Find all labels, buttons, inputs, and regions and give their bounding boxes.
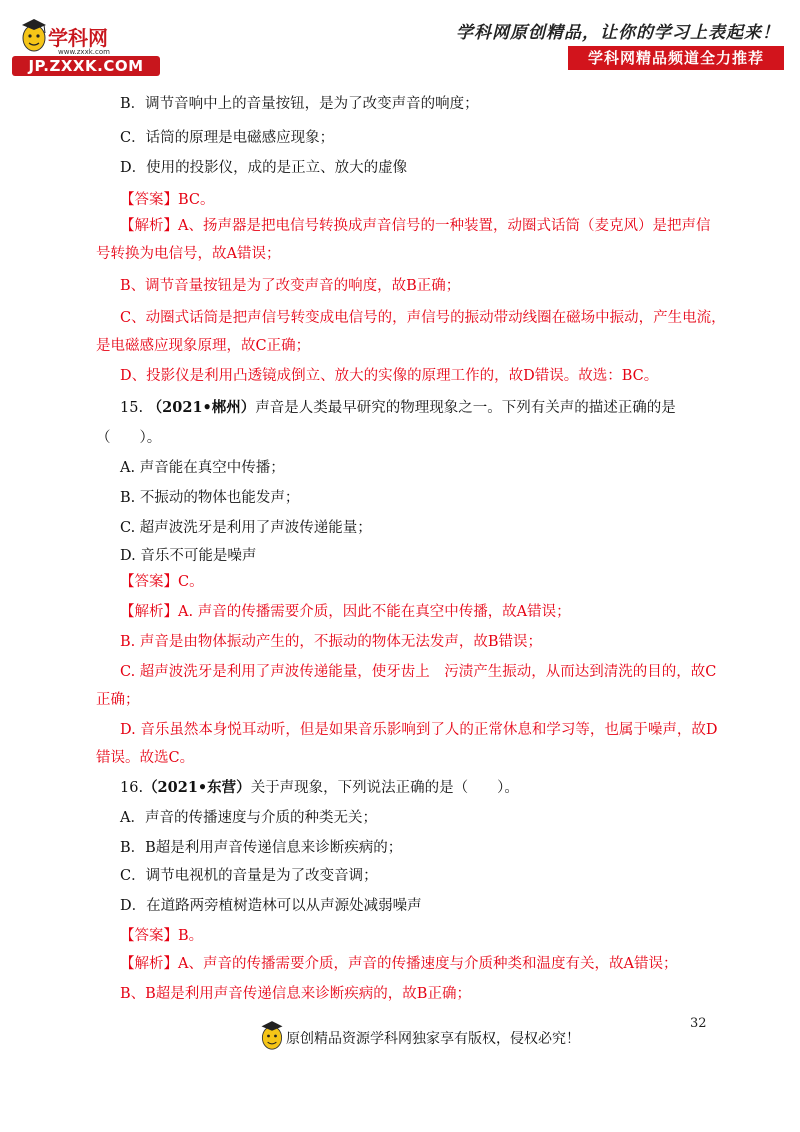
header-slogan: 学科网原创精品，让你的学习上表起来！	[456, 23, 780, 43]
logo-small-url: www.zxxk.com	[58, 48, 110, 56]
option-line: A．声音的传播速度与介质的种类无关；	[120, 810, 377, 826]
question-number: 16.	[120, 780, 144, 796]
analysis-line: D. 音乐虽然本身悦耳动听，但是如果音乐影响到了人的正常休息和学习等，也属于噪声，故D	[120, 722, 718, 738]
answer-line: 【答案】C。	[120, 574, 204, 590]
answer-line: 【答案】BC。	[120, 192, 215, 208]
question-text: 关于声现象，下列说法正确的是（ ）。	[250, 780, 519, 796]
option-line: C．话筒的原理是电磁感应现象；	[120, 130, 335, 146]
question-16	[120, 778, 519, 798]
analysis-line: 错误。故选C。	[96, 750, 195, 766]
option-line: B. 不振动的物体也能发声；	[120, 490, 300, 506]
option-line: C. 超声波洗牙是利用了声波传递能量；	[120, 520, 372, 536]
analysis-line: C. 超声波洗牙是利用了声波传递能量，使牙齿上 污渍产生振动，从而达到清洗的目的，故C	[120, 664, 717, 680]
question-source: （2021•郴州）	[147, 399, 256, 416]
analysis-line: B、调节音量按钮是为了改变声音的响度，故B正确；	[120, 278, 461, 294]
analysis-line: 号转换为电信号，故A错误；	[96, 246, 281, 262]
option-line: C．调节电视机的音量是为了改变音调；	[120, 868, 378, 884]
question-source: （2021•东营）	[143, 779, 251, 796]
analysis-line: 【解析】A、声音的传播需要介质，声音的传播速度与介质种类和温度有关，故A错误；	[120, 956, 678, 972]
question-15	[120, 398, 676, 418]
option-line: B．调节音响中上的音量按钮，是为了改变声音的响度；	[120, 96, 479, 112]
page-number: 32	[690, 1016, 707, 1031]
option-line: B．B超是利用声音传递信息来诊断疾病的；	[120, 840, 403, 856]
option-line: A. 声音能在真空中传播；	[120, 460, 285, 476]
option-line: D．使用的投影仪，成的是正立、放大的虚像	[120, 160, 408, 176]
analysis-line: B、B超是利用声音传递信息来诊断疾病的，故B正确；	[120, 986, 471, 1002]
analysis-line: 是电磁感应现象原理，故C正确；	[96, 338, 311, 354]
channel-badge: 学科网精品频道全力推荐	[568, 46, 784, 70]
analysis-line: 【解析】A. 声音的传播需要介质，因此不能在真空中传播，故A错误；	[120, 604, 571, 620]
analysis-line: B. 声音是由物体振动产生的，不振动的物体无法发声，故B错误；	[120, 634, 543, 650]
logo-badge: JP.ZXXK.COM	[12, 56, 160, 76]
analysis-line: 正确；	[96, 692, 140, 708]
page-footer	[258, 1018, 598, 1058]
analysis-line: D、投影仪是利用凸透镜成倒立、放大的实像的原理工作的，故D错误。故选：BC。	[120, 368, 659, 384]
answer-line: 【答案】B。	[120, 928, 204, 944]
analysis-line: 【解析】A、扬声器是把电信号转换成声音信号的一种装置，动圈式话筒（麦克风）是把声信	[120, 218, 711, 234]
logo-text: 学科网	[48, 26, 108, 50]
mascot-icon	[258, 1018, 286, 1054]
question-number: 15.	[120, 400, 144, 416]
analysis-line: C、动圈式话筒是把声信号转变成电信号的，声信号的振动带动线圈在磁场中振动，产生电流，	[120, 310, 726, 326]
question-line: （ ）。	[96, 430, 162, 446]
question-text: 声音是人类最早研究的物理现象之一。下列有关声的描述正确的是	[255, 400, 676, 416]
copyright-notice: 原创精品资源学科网独家享有版权，侵权必究！	[286, 1031, 580, 1047]
option-line: D. 音乐不可能是噪声	[120, 548, 257, 564]
option-line: D．在道路两旁植树造林可以从声源处减弱噪声	[120, 898, 422, 914]
